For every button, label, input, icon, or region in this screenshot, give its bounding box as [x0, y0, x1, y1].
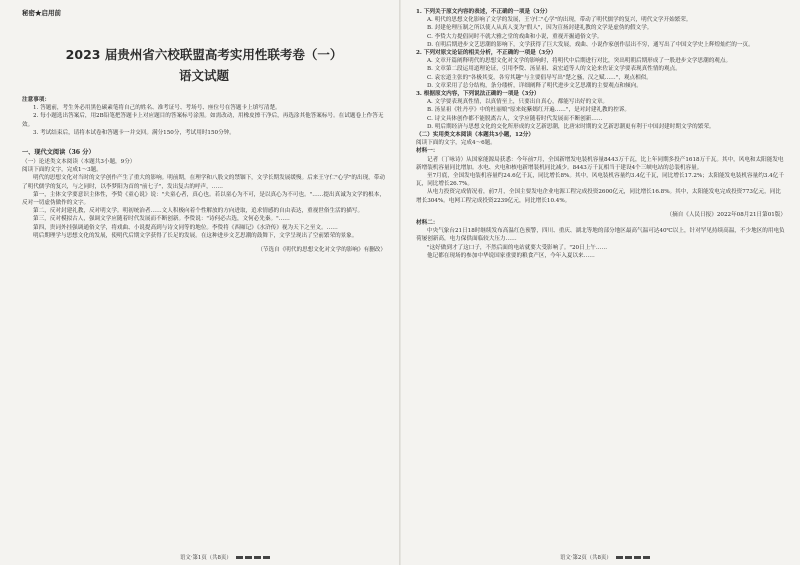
material-paragraph: 他记都在现场的参加中华说国家重要的粮食产区，今年入夏以来……	[427, 252, 595, 259]
question-2: 2. 下列对原文论证的相关分析，不正确的一项是（3分）	[416, 50, 557, 57]
exam-title: 2023 届贵州省六校联盟高考实用性联考卷（一）	[65, 47, 343, 62]
footer-page-number: 语文·第1页（共8页）	[180, 555, 232, 561]
notice-item: 1. 答题前，考生务必用黑色碳素笔将自己的姓名、准考证号、考场号、座位号在答题卡上填写清楚。	[33, 105, 281, 112]
option: D. 明后期经济与思想文化的交化所形成的文艺新思潮，比唐宋时期的文艺新思潮更有利于中国封建时期文学的繁荣。	[427, 123, 715, 130]
passage-paragraph: 明后期理学与思想文化的发展，使明代后期文学获得了长足的发展。在这种进步文艺思潮的鼓舞下，文学呈现出了空前繁荣的景象。	[33, 232, 358, 239]
page-footer	[560, 553, 650, 561]
material-heading: 材料二：	[416, 220, 439, 227]
material-paragraph: 至7月底，全国发电装机容量约24.6亿千瓦，同比增长8%。其中，风电装机容量约3.4亿千瓦，同比增长17.2%；太阳能发电装机容量约3.4亿千瓦，同比增长26.7%。	[416, 173, 784, 188]
notice-item: 2. 每小题选出答案后，用2B铅笔把答题卡上对应题目的答案标号涂黑。如需改动，用橡皮擦干净后，再选涂其他答案标号。在试题卷上作答无效。	[22, 113, 384, 128]
passage-paragraph: 第二，反对封建礼教，反对明文学。明初统治者……文人积极向着个性解放的方向进取，追求情感的自由表达，重视世俗生活的描写。	[33, 208, 364, 215]
option: B. 封建伦理压制之所以使人从真人变为"假人"，因为宣扬封建礼教的文学是虚伪的假文学。	[427, 25, 653, 32]
instruction: 阅读下面的文字，完成1～3题。	[22, 167, 102, 174]
passage-paragraph: 明代的思想文化对当时的文学创作产生了重大的影响。明前期，在理学和八股文的禁锢下，文学长期发展缓慢。后来王守仁"心学"的出现，带动了明代儒学的复兴，与之同时，以李梦阳为首的"前七子"，发出复古的呼声，……	[22, 175, 385, 190]
option: C. 诗文具体创作都不能脱离古人，文学应随着时代发展而不断创新……	[427, 115, 603, 122]
passage-paragraph: 第三，反对模拟古人，强调文学应随着时代发展而不断创新。李贽说："诗何必古选，文何必先秦。"……	[33, 216, 290, 223]
subsection-heading: （二）实用类文本阅读（本题共3小题，12分）	[416, 132, 534, 139]
secret-label: 秘密★启用前	[22, 9, 61, 17]
material-paragraph: 记者（丁咏诗）从国家能源局获悉：今年前7月，全国新增发电装机容量8443万千瓦，比上年同期多投产1618万千瓦。其中，风电和太阳能发电新增装机容量同比增加。水电、火电和核电新增装机同比减少。8443万千瓦相当于建设4个三峡电站的总装机容量。	[416, 156, 784, 171]
passage-source: （节选自《明代的思想文化对文学的影响》有删改）	[257, 247, 386, 254]
section-heading: 一、现代文阅读（36 分）	[22, 149, 95, 157]
option: B. 文章第二段运用道理论证，引用李贽、汤显祖、袁宏道等人的文论来佐证文学要表现真性情的观点。	[427, 66, 681, 73]
passage-paragraph: 第四，贵词外挂强调通俗文学，将戏曲、小说提高到与诗文同等的地位。李贽将《西厢记》《水浒传》视为天下之至文。……	[33, 224, 338, 231]
option: D. 文章采用了总分结构，条分缕析，详细阐释了明代进步文艺思潮的主要观点和倾向。	[427, 82, 642, 89]
page-footer	[180, 553, 270, 561]
notice-heading: 注意事项：	[22, 97, 50, 103]
barcode-marks	[616, 556, 650, 559]
material-source: （摘自《人民日报》2022年08月21日第01版）	[666, 211, 786, 218]
question-1: 1. 下列关于原文内容的表述，不正确的一项是（3分）	[416, 9, 551, 15]
right-page	[400, 0, 800, 565]
instruction: 阅读下面的文字，完成4～6题。	[416, 140, 496, 147]
material-paragraph: "这好做到才了这口子，不然后面的电站就要大受影响了。"20日上午……	[427, 244, 608, 251]
question-3: 3. 根据原文内容，下列说法正确的一项是（3分）	[416, 91, 540, 98]
option: C. 李贽大力提倡同时不就大雅之堂的戏曲和小说，重视开掘通俗文学。	[427, 33, 603, 40]
material-heading: 材料一：	[416, 148, 439, 155]
option: B. 汤显祖《牡丹亭》中的杜丽娘"原来姹紫嫣红开遍……"，是对封建礼教的控诉。	[427, 107, 631, 114]
material-paragraph: 从电力投资完成情况看，前7月，全国主要发电企业电源工程完成投资2600亿元，同比增长16.8%。其中，太阳能发电完成投资773亿元，同比增长304%。电网工程完成投资2239亿元，同比增长10.4%。	[416, 189, 781, 204]
option: A. 文章开篇阐释明代的思想文化对文学的影响时，将明代中后期进行对比，突出明朝后期形成了一股进步文学思潮的观点。	[427, 58, 732, 65]
exam-subject: 语文试题	[178, 68, 229, 83]
passage-paragraph: 第一，主体文学要意识主体性，李贽《童心说》说："夫童心者，真心也。若以童心为不可，是以真心为不可也。"……提出真诚为文学的根本，反对一切虚伪做作的文字。	[22, 191, 385, 207]
option: C. 袁宏道主张的"各极其变，各穷其趣"与主要倡导写出"楚之骚，汉之赋……"，观点相似。	[427, 74, 652, 81]
notice-item: 3. 考试结束后，请将本试卷和答题卡一并交回。满分150分，考试用时150分钟。	[33, 129, 235, 136]
barcode-marks	[236, 556, 270, 559]
option: A. 文学要表现真性情，以真情至上，只要出自真心，都能写出好的文章。	[427, 99, 609, 106]
option: D. 在明后期进步文艺思潮的影响下，文学获得了巨大发展，戏曲、小说作家创作层出不穷，通写出了中国文学史上辉煌灿烂的一页。	[427, 41, 754, 48]
footer-page-number: 语文·第2页（共8页）	[560, 555, 612, 561]
option: A. 明代的思想文化影响了文学的发展，王守仁"心学"的出现，带动了明代儒学的复兴，明代文学开始繁荣。	[427, 17, 692, 24]
subsection-heading: （一）论述类文本阅读（本题共3小题，9分）	[22, 159, 136, 166]
material-paragraph: 中央气象台21日18时继续发布高温红色预警，四川、重庆、湖北等地的部分地区最高气温可达40℃以上，针对罕见持续高温，不少地区的用电负荷屡创新高，电力保供面临较大压力……	[416, 228, 785, 243]
